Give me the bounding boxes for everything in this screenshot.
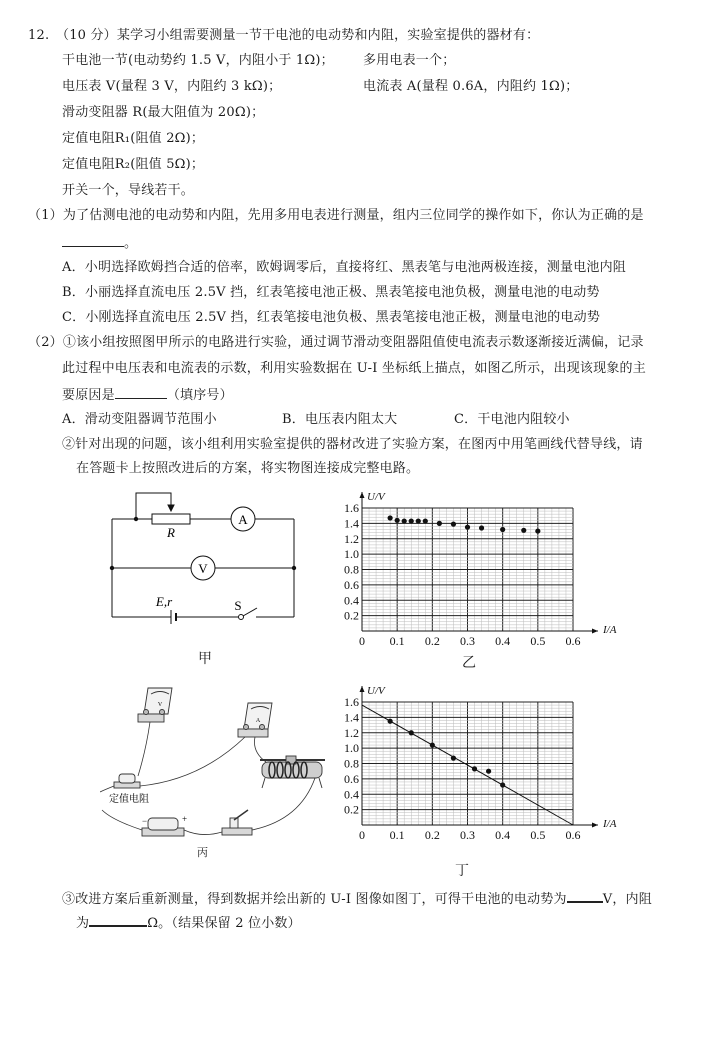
rheostat-label: R: [167, 525, 175, 540]
ammeter-label: A: [238, 512, 248, 527]
y-tick-label: 1.0: [344, 741, 359, 756]
equipment-rheostat: 滑动变阻器 R(最大阻值为 20Ω)；: [62, 105, 265, 120]
voltmeter-device-label: V: [157, 702, 163, 708]
equipment-r2: 定值电阻R₂(阻值 5Ω)；: [62, 157, 205, 172]
figure-jia-circuit: [100, 490, 320, 640]
y-tick-label: 0.2: [344, 802, 359, 817]
x-tick-label: 0.2: [424, 828, 440, 842]
y-tick-label: 1.2: [344, 531, 359, 546]
part2-sub3-line2: [76, 913, 301, 933]
equipment-switch-wires: 开关一个，导线若干。: [62, 183, 195, 198]
fixed-resistor-device-icon: [114, 774, 140, 788]
slider-arrow-icon: [168, 505, 174, 511]
equipment-voltmeter: 电压表 V(量程 3 V，内阻约 3 kΩ)；: [62, 79, 282, 94]
part2-sub3-mid: V，内阻: [602, 892, 652, 907]
question-number: 12.: [28, 28, 50, 43]
part1-option-c: C．小刚选择直流电压 2.5V 挡，红表笔接电池负极、黑表笔接电池正极，测量电池的电动势: [62, 310, 601, 325]
x-tick-label: 0.2: [424, 634, 440, 648]
part2-stem-suffix: （填序号）: [166, 388, 233, 403]
chart-yi: [335, 488, 620, 653]
data-point: [535, 528, 540, 533]
chart-ding: [335, 682, 620, 850]
data-point: [423, 518, 428, 523]
battery-device-icon: [142, 818, 184, 836]
switch-pivot: [239, 615, 244, 620]
data-point: [416, 518, 421, 523]
rheostat-slider-wire: [136, 493, 171, 521]
y-tick-label: 1.6: [344, 695, 359, 709]
voltmeter-device-icon: [138, 688, 172, 722]
y-tick-label: 0.8: [344, 562, 359, 577]
x-tick-label: 0.6: [565, 634, 581, 648]
data-point: [395, 518, 400, 523]
chart-yi-caption: 乙: [462, 655, 476, 671]
x-tick-label: 0.3: [460, 634, 475, 648]
part2-stem-line1: （2）①该小组按照图甲所示的电路进行实验，通过调节滑动变阻器阻值使电流表示数逐渐接近满偏，记录: [28, 335, 644, 350]
data-point: [409, 730, 414, 735]
equipment-ammeter: 电流表 A(量程 0.6A，内阻约 1Ω)；: [363, 79, 579, 94]
y-tick-label: 0.4: [344, 787, 359, 802]
x-tick-label: 0.5: [530, 828, 546, 842]
part1-stem: （1）为了估测电池的电动势和内阻，先用多用电表进行测量，组内三位同学的操作如下，你认为正确的是: [28, 208, 644, 223]
y-tick-label: 1.2: [344, 725, 359, 740]
x-tick-label: 0.1: [389, 634, 405, 648]
y-axis-arrow-icon: [360, 492, 365, 498]
x-axis-label: I/A: [603, 624, 617, 636]
y-axis-arrow-icon: [360, 686, 365, 692]
y-tick-label: 0.4: [344, 593, 359, 608]
x-tick-label: 0: [359, 634, 365, 648]
data-point: [479, 525, 484, 530]
part2-sub3-prefix: ③改进方案后重新测量，得到数据并绘出新的 U-I 图像如图丁，可得干电池的电动势为: [62, 892, 567, 907]
part1-option-b: B．小丽选择直流电压 2.5V 挡，红表笔接电池正极、黑表笔接电池负极，测量电池的电动势: [62, 285, 600, 300]
y-tick-label: 1.4: [344, 710, 359, 725]
rheostat-device-icon: [260, 756, 325, 788]
junction-dot: [134, 517, 138, 521]
x-tick-label: 0.1: [389, 828, 405, 842]
y-tick-label: 1.0: [344, 547, 359, 562]
y-tick-label: 1.6: [344, 501, 359, 515]
x-axis-arrow-icon: [592, 823, 598, 828]
junction-dot: [110, 566, 114, 570]
part2-sub2-line2: 在答题卡上按照改进后的方案，将实物图连接成完整电路。: [76, 461, 420, 476]
y-axis-label: U/V: [367, 685, 385, 697]
data-point: [451, 522, 456, 527]
data-point: [465, 525, 470, 530]
x-tick-label: 0.3: [460, 828, 475, 842]
answer-blank-emf[interactable]: [567, 889, 603, 903]
data-point: [437, 521, 442, 526]
data-point: [430, 742, 435, 747]
part2-sub3-line2-prefix: 为: [76, 916, 90, 931]
part2-sub3-line1: [62, 889, 652, 909]
switch-blade: [243, 608, 257, 616]
part1-answer-line: [62, 234, 137, 253]
switch-label: S: [234, 598, 242, 613]
voltmeter-label: V: [198, 561, 208, 576]
equipment-battery: 干电池一节(电动势约 1.5 V，内阻小于 1Ω)；: [62, 53, 334, 68]
chart-ding-caption: 丁: [455, 863, 469, 879]
data-point: [500, 527, 505, 532]
data-point: [388, 515, 393, 520]
figure-jia-caption: 甲: [198, 651, 212, 667]
answer-blank-resistance[interactable]: [89, 913, 147, 927]
answer-blank-2[interactable]: [115, 386, 167, 399]
y-tick-label: 1.4: [344, 516, 359, 531]
y-tick-label: 0.2: [344, 608, 359, 623]
fixed-resistor-label: 定值电阻: [109, 794, 149, 805]
battery-minus-label: −: [142, 816, 148, 826]
figure-bing-apparatus: [100, 680, 340, 865]
x-tick-label: 0.6: [565, 828, 581, 842]
part2-stem-line2: 此过程中电压表和电流表的示数，利用实验数据在 U-I 坐标纸上描点，如图乙所示，出现该现象的主: [62, 361, 646, 376]
data-point: [500, 782, 505, 787]
equipment-r1: 定值电阻R₁(阻值 2Ω)；: [62, 131, 205, 146]
part1-option-a: A．小明选择欧姆挡合适的倍率，欧姆调零后，直接将红、黑表笔与电池两极连接，测量电池内阻: [62, 260, 626, 275]
part2-sub2-line1: ②针对出现的问题，该小组利用实验室提供的器材改进了实验方案，在图丙中用笔画线代替导线，请: [62, 437, 643, 452]
data-point: [402, 518, 407, 523]
part2-stem-line3: [62, 386, 233, 405]
data-point: [451, 756, 456, 761]
part2-option-b: B．电压表内阻太大: [282, 412, 398, 427]
switch-device-icon: [222, 810, 252, 835]
question-intro: （10 分）某学习小组需要测量一节干电池的电动势和内阻，实验室提供的器材有：: [56, 28, 540, 43]
ammeter-device-label: A: [255, 718, 261, 724]
rheostat-symbol: [152, 514, 190, 524]
part2-sub3-line2-suffix: Ω。（结果保留 2 位小数）: [147, 916, 301, 931]
data-point: [486, 769, 491, 774]
x-tick-label: 0: [359, 828, 365, 842]
y-tick-label: 0.6: [344, 577, 359, 592]
battery-label: E,r: [155, 594, 173, 609]
y-axis-label: U/V: [367, 491, 385, 503]
x-tick-label: 0.4: [495, 828, 511, 842]
part1-blank-suffix: 。: [124, 236, 138, 251]
data-point: [388, 719, 393, 724]
x-axis-label: I/A: [603, 818, 617, 830]
data-point: [521, 528, 526, 533]
part2-option-a: A．滑动变阻器调节范围小: [62, 412, 217, 427]
answer-blank-1[interactable]: [62, 234, 124, 247]
y-tick-label: 0.8: [344, 756, 359, 771]
part2-stem-prefix: 要原因是: [62, 388, 115, 403]
junction-dot: [292, 566, 296, 570]
y-tick-label: 0.6: [344, 771, 359, 786]
data-point: [472, 766, 477, 771]
x-tick-label: 0.5: [530, 634, 546, 648]
x-axis-arrow-icon: [592, 629, 598, 634]
data-point: [409, 518, 414, 523]
battery-plus-label: +: [182, 814, 188, 824]
figure-bing-caption: 丙: [197, 846, 208, 859]
part2-option-c: C．干电池内阻较小: [454, 412, 570, 427]
equipment-multimeter: 多用电表一个；: [363, 53, 456, 68]
x-tick-label: 0.4: [495, 634, 511, 648]
